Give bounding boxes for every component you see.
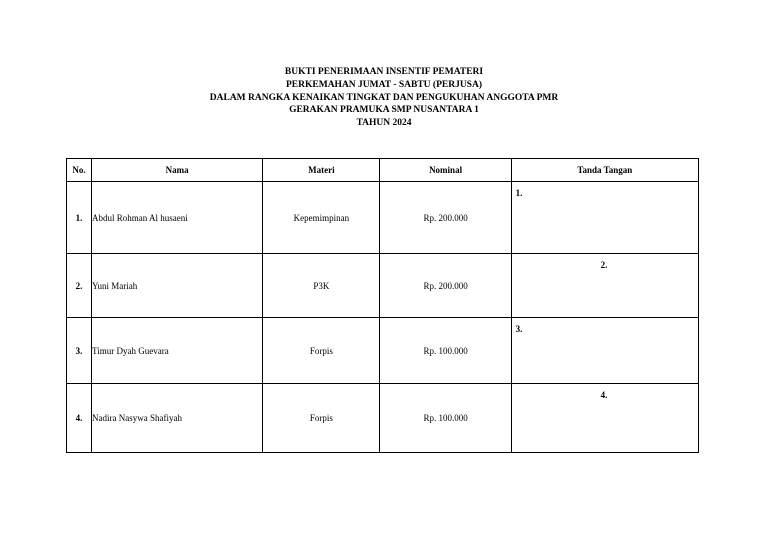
row-materi: P3K bbox=[263, 254, 380, 318]
heading-year: TAHUN 2024 bbox=[356, 118, 412, 129]
header-tanda-tangan: Tanda Tangan bbox=[511, 159, 698, 182]
row-number: 4. bbox=[67, 384, 92, 453]
table-row bbox=[67, 182, 699, 254]
receipt-table bbox=[66, 158, 699, 453]
row-materi: Kepemimpinan bbox=[263, 182, 380, 254]
row-name: Yuni Mariah bbox=[92, 254, 263, 318]
table-row bbox=[67, 318, 699, 384]
row-materi: Forpis bbox=[263, 318, 380, 384]
row-nominal: Rp. 200.000 bbox=[380, 182, 511, 254]
signature-number: 4. bbox=[600, 390, 608, 400]
row-nominal: Rp. 100.000 bbox=[380, 318, 511, 384]
heading-organization: GERAKAN PRAMUKA SMP NUSANTARA 1 bbox=[289, 105, 479, 116]
row-name: Abdul Rohman Al husaeni bbox=[92, 182, 263, 254]
signature-number: 3. bbox=[515, 324, 523, 334]
table-row bbox=[67, 254, 699, 318]
signature-cell bbox=[511, 384, 698, 453]
row-materi: Forpis bbox=[263, 384, 380, 453]
row-name: Nadira Nasywa Shafiyah bbox=[92, 384, 263, 453]
signature-cell bbox=[511, 318, 698, 384]
signature-number: 1. bbox=[515, 188, 523, 198]
heading-purpose: DALAM RANGKA KENAIKAN TINGKAT DAN PENGUKUHAN ANGGOTA PMR bbox=[209, 92, 559, 103]
signature-cell bbox=[511, 182, 698, 254]
header-no: No. bbox=[67, 159, 92, 182]
signature-cell bbox=[511, 254, 698, 318]
document-heading bbox=[0, 66, 768, 130]
header-nominal: Nominal bbox=[380, 159, 511, 182]
header-nama: Nama bbox=[92, 159, 263, 182]
row-number: 1. bbox=[67, 182, 92, 254]
signature-number: 2. bbox=[600, 260, 608, 270]
row-nominal: Rp. 200.000 bbox=[380, 254, 511, 318]
row-nominal: Rp. 100.000 bbox=[380, 384, 511, 453]
header-materi: Materi bbox=[263, 159, 380, 182]
row-name: Timur Dyah Guevara bbox=[92, 318, 263, 384]
table-header-row bbox=[67, 159, 699, 182]
heading-event: PERKEMAHAN JUMAT - SABTU (PERJUSA) bbox=[286, 79, 482, 90]
row-number: 3. bbox=[67, 318, 92, 384]
row-number: 2. bbox=[67, 254, 92, 318]
heading-title: BUKTI PENERIMAAN INSENTIF PEMATERI bbox=[284, 67, 484, 77]
table-row bbox=[67, 384, 699, 453]
